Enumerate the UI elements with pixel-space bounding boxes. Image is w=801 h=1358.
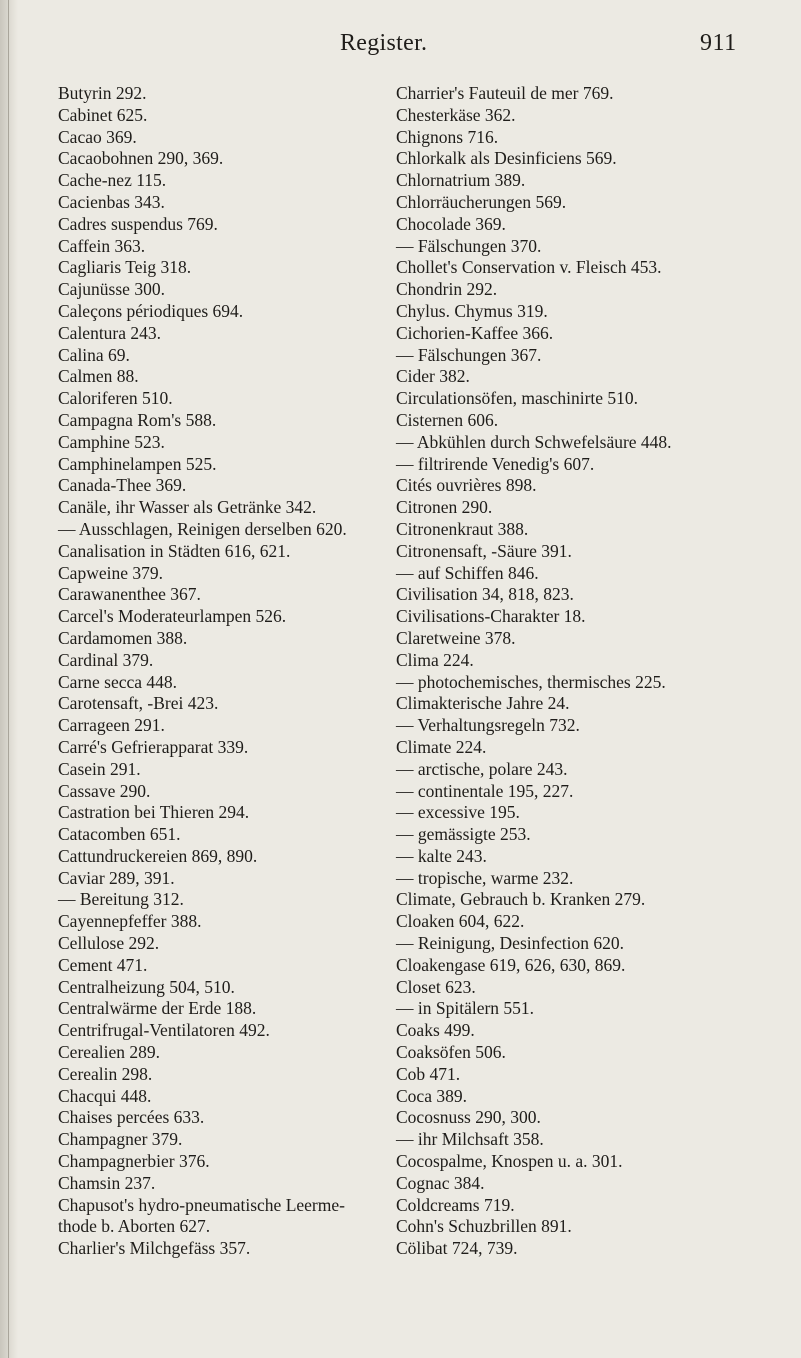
binding-line xyxy=(8,0,9,1358)
index-entry: Citronensaft, -Säure 391. xyxy=(396,540,572,561)
index-entry: Cocospalme, Knospen u. a. 301. xyxy=(396,1151,623,1172)
index-entry: Chacqui 448. xyxy=(58,1085,152,1106)
index-entry: Carrageen 291. xyxy=(58,715,165,736)
index-entry: Camphinelampen 525. xyxy=(58,453,217,474)
index-entry: Chondrin 292. xyxy=(396,279,498,300)
index-entry: — tropische, warme 232. xyxy=(396,867,574,888)
index-entry: Cement 471. xyxy=(58,954,148,975)
index-entry: Charlier's Milchgefäss 357. xyxy=(58,1238,251,1259)
index-entry: — photochemisches, thermisches 225. xyxy=(396,671,666,692)
index-entry: — Fälschungen 370. xyxy=(396,235,542,256)
index-column-right xyxy=(396,83,792,1260)
index-entry: Circulationsöfen, maschinirte 510. xyxy=(396,388,639,409)
index-entry: — gemässigte 253. xyxy=(396,824,531,845)
index-entry: Cerealin 298. xyxy=(58,1063,153,1084)
index-entry: — ihr Milchsaft 358. xyxy=(396,1129,544,1150)
index-entry: Caviar 289, 391. xyxy=(58,867,175,888)
page-number: 911 xyxy=(700,30,737,56)
page-header xyxy=(0,30,801,64)
index-entry: Cadres suspendus 769. xyxy=(58,213,218,234)
index-entry: Carotensaft, -Brei 423. xyxy=(58,693,219,714)
index-entry: Capweine 379. xyxy=(58,562,163,583)
index-entry: Citronenkraut 388. xyxy=(396,518,529,539)
index-entry: Coaksöfen 506. xyxy=(396,1042,506,1063)
index-entry: Chignons 716. xyxy=(396,126,499,147)
index-entry: Cardinal 379. xyxy=(58,649,154,670)
index-entry: Cohn's Schuzbrillen 891. xyxy=(396,1216,572,1237)
index-entry: Citronen 290. xyxy=(396,497,493,518)
index-entry: Cognac 384. xyxy=(396,1172,485,1193)
index-entry: Cayennepfeffer 388. xyxy=(58,911,202,932)
index-entry: Chollet's Conservation v. Fleisch 453. xyxy=(396,257,662,278)
index-entry: Cocosnuss 290, 300. xyxy=(396,1107,541,1128)
index-entry: Centralheizung 504, 510. xyxy=(58,976,235,997)
index-entry: — continentale 195, 227. xyxy=(396,780,574,801)
index-entry: Climakterische Jahre 24. xyxy=(396,693,570,714)
index-entry: Closet 623. xyxy=(396,976,476,997)
index-entry: — kalte 243. xyxy=(396,845,487,866)
index-entry: Centralwärme der Erde 188. xyxy=(58,998,257,1019)
index-entry: Castration bei Thieren 294. xyxy=(58,802,250,823)
index-entry: Cob 471. xyxy=(396,1063,461,1084)
index-entry: Cardamomen 388. xyxy=(58,627,188,648)
index-entry: Cisternen 606. xyxy=(396,409,499,430)
index-column-left xyxy=(58,83,388,1260)
index-entry: Butyrin 292. xyxy=(58,83,147,103)
index-entry: Caloriferen 510. xyxy=(58,388,173,409)
index-entry: Champagner 379. xyxy=(58,1129,183,1150)
page-binding-edge xyxy=(0,0,18,1358)
running-head: Register. xyxy=(340,30,428,56)
index-entry: Cölibat 724, 739. xyxy=(396,1238,518,1259)
index-entry: — Bereitung 312. xyxy=(58,889,184,910)
index-entry: — arctische, polare 243. xyxy=(396,758,568,779)
index-entry: Centrifrugal-Ventilatoren 492. xyxy=(58,1020,270,1041)
index-entry: Canada-Thee 369. xyxy=(58,475,187,496)
index-entry: Chylus. Chymus 319. xyxy=(396,300,548,321)
index-entry: Cités ouvrières 898. xyxy=(396,475,537,496)
index-entry: Chapusot's hydro-pneumatische Leerme- xyxy=(58,1194,345,1215)
index-entry: Civilisation 34, 818, 823. xyxy=(396,584,574,605)
index-entry: Climate 224. xyxy=(396,736,487,757)
index-entry: Carne secca 448. xyxy=(58,671,178,692)
index-entry: Cajunüsse 300. xyxy=(58,279,165,300)
index-entry: Chaises percées 633. xyxy=(58,1107,205,1128)
index-entry: Campagna Rom's 588. xyxy=(58,409,217,430)
index-entry: — auf Schiffen 846. xyxy=(396,562,539,583)
index-entry: Cider 382. xyxy=(396,366,470,387)
index-entry: Chlornatrium 389. xyxy=(396,170,526,191)
index-entry: Champagnerbier 376. xyxy=(58,1151,210,1172)
index-entry: Civilisations-Charakter 18. xyxy=(396,606,586,627)
index-entry: Clima 224. xyxy=(396,649,474,670)
index-entry: — Reinigung, Desinfection 620. xyxy=(396,933,624,954)
index-entry: Chesterkäse 362. xyxy=(396,104,516,125)
index-entry: Chocolade 369. xyxy=(396,213,506,234)
index-entry: Cellulose 292. xyxy=(58,933,160,954)
index-entry: Cassave 290. xyxy=(58,780,151,801)
index-entry: Carré's Gefrierapparat 339. xyxy=(58,736,249,757)
index-entry: Casein 291. xyxy=(58,758,141,779)
index-entry: Cloakengase 619, 626, 630, 869. xyxy=(396,954,626,975)
index-entry: Cacienbas 343. xyxy=(58,191,165,212)
index-entry: Canalisation in Städten 616, 621. xyxy=(58,540,291,561)
index-entry: Coldcreams 719. xyxy=(396,1194,515,1215)
index-entry: Cache-nez 115. xyxy=(58,170,167,191)
index-entry: Catacomben 651. xyxy=(58,824,181,845)
index-entry: Cattundruckereien 869, 890. xyxy=(58,845,258,866)
index-entry: Caffein 363. xyxy=(58,235,146,256)
index-entry: — Abkühlen durch Schwefelsäure 448. xyxy=(396,431,672,452)
index-entry: — Verhaltungsregeln 732. xyxy=(396,715,580,736)
index-entry: Chamsin 237. xyxy=(58,1172,156,1193)
index-entry: — in Spitälern 551. xyxy=(396,998,535,1019)
index-entry: Claretweine 378. xyxy=(396,627,516,648)
index-entry: Canäle, ihr Wasser als Getränke 342. xyxy=(58,497,317,518)
index-entry: Camphine 523. xyxy=(58,431,165,452)
index-entry: Charrier's Fauteuil de mer 769. xyxy=(396,83,614,103)
index-entry: Cacao 369. xyxy=(58,126,137,147)
index-entry: Cichorien-Kaffee 366. xyxy=(396,322,554,343)
index-entry: — Ausschlagen, Reinigen derselben 620. xyxy=(58,518,347,539)
index-entry: Calmen 88. xyxy=(58,366,139,387)
index-entry: Carcel's Moderateurlampen 526. xyxy=(58,606,287,627)
index-entry: Chlorräucherungen 569. xyxy=(396,191,567,212)
index-entry: Cerealien 289. xyxy=(58,1042,161,1063)
index-entry: Cagliaris Teig 318. xyxy=(58,257,192,278)
index-entry: Calentura 243. xyxy=(58,322,162,343)
index-entry: Caleçons périodiques 694. xyxy=(58,300,244,321)
index-entry: — excessive 195. xyxy=(396,802,520,823)
index-entry: — filtrirende Venedig's 607. xyxy=(396,453,595,474)
index-entry: Cabinet 625. xyxy=(58,104,148,125)
index-entry: Cloaken 604, 622. xyxy=(396,911,525,932)
index-entry: Calina 69. xyxy=(58,344,130,365)
index-entry: Chlorkalk als Desinficiens 569. xyxy=(396,148,617,169)
index-entry: Carawanenthee 367. xyxy=(58,584,201,605)
index-entry: Climate, Gebrauch b. Kranken 279. xyxy=(396,889,646,910)
index-entry: Coca 389. xyxy=(396,1085,467,1106)
index-entry: thode b. Aborten 627. xyxy=(58,1216,211,1237)
index-entry: — Fälschungen 367. xyxy=(396,344,542,365)
index-entry: Coaks 499. xyxy=(396,1020,475,1041)
index-entry: Cacaobohnen 290, 369. xyxy=(58,148,224,169)
